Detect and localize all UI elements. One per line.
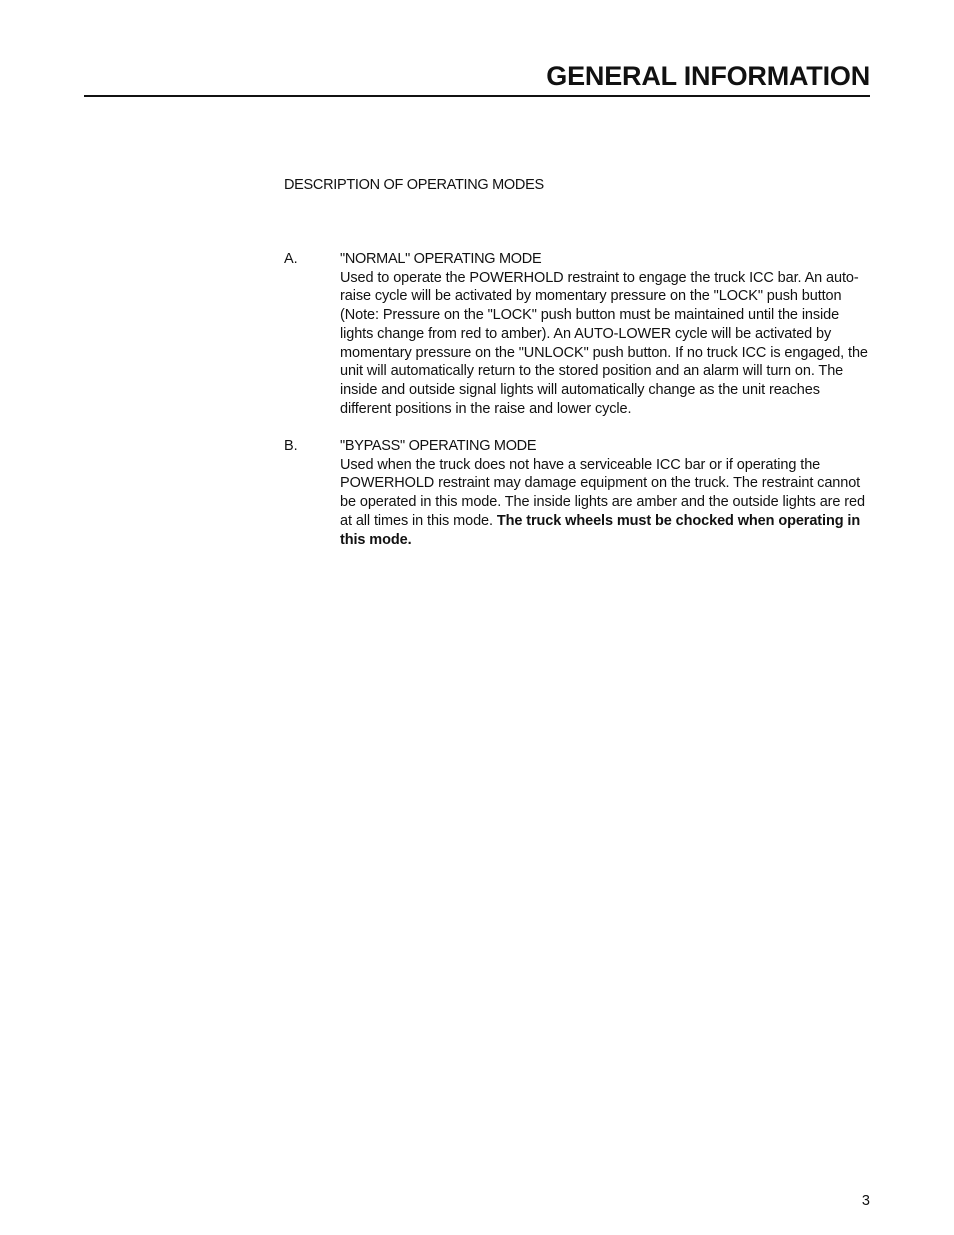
mode-description-text: Used when the truck does not have a serviceable ICC bar or if operating the POWERHOLD restraint may damage equipment on the truck. The restraint cannot be operated in this mode. The inside lights are amber and the outside lights are red at all times in this mode. [340, 456, 865, 529]
mode-description [340, 456, 870, 550]
mode-description: Used to operate the POWERHOLD restraint to engage the truck ICC bar. An auto-raise cycle will be activated by momentary pressure on the "LOCK" push button (Note: Pressure on the "LOCK" push button must be maintained until the inside lights change from red to amber). An AUTO-LOWER cycle will be activated by momentary pressure on the "UNLOCK" push button. If no truck ICC is engaged, the unit will automatically return to the stored position and an alarm will turn on. The inside and outside signal lights will automatically change as the unit reaches different positions in the raise and lower cycle. [340, 269, 868, 417]
mode-title: "NORMAL" OPERATING MODE [340, 251, 542, 267]
page-title: GENERAL INFORMATION [546, 61, 870, 91]
mode-title: "BYPASS" OPERATING MODE [340, 438, 537, 454]
mode-content [340, 250, 870, 418]
mode-content [340, 437, 870, 549]
mode-description-warning: The truck wheels must be chocked when operating in this mode. [340, 512, 861, 548]
mode-letter: A. [284, 251, 298, 267]
page-header [84, 58, 870, 97]
mode-letter: B. [284, 438, 298, 454]
section-heading: DESCRIPTION OF OPERATING MODES [284, 177, 544, 193]
page-number: 3 [861, 1193, 870, 1209]
